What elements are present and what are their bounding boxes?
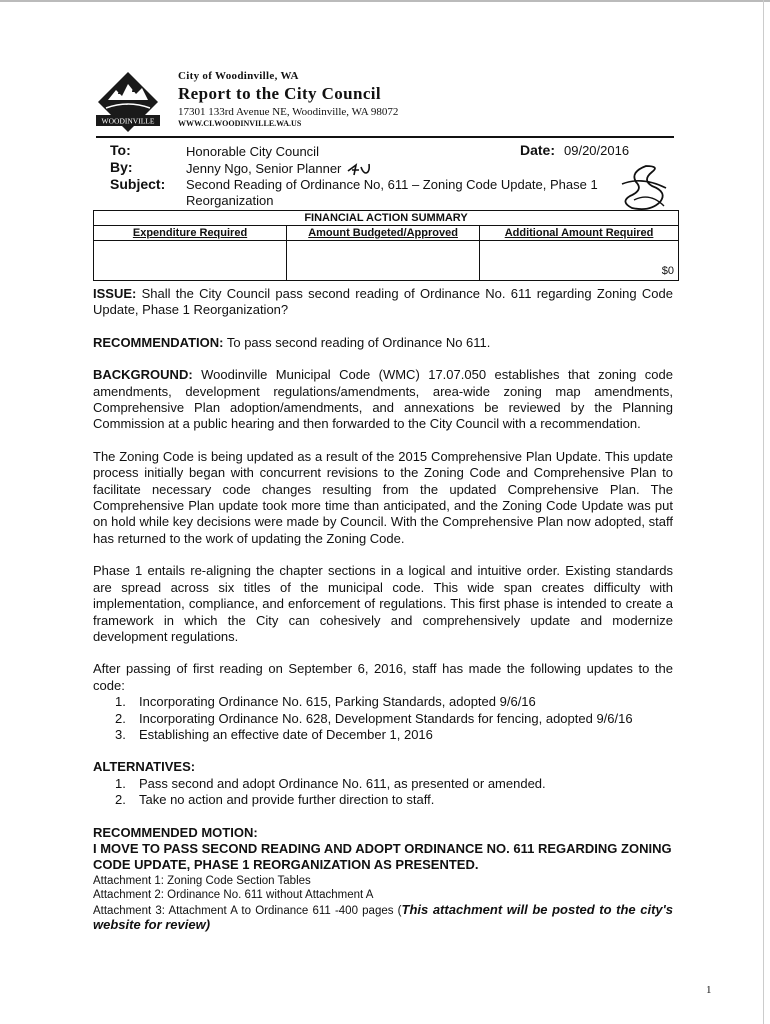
background-paragraph-2: The Zoning Code is being updated as a result of the 2015 Comprehensive Plan Update. This update process initially began with concurrent revisions to the Zoning Code and Comprehensive Plan to facilitate necessary code changes resulting from the updated Comprehensive Plan. The Comprehensive Plan update took more time than anticipated, and the Zoning Code Update was put on hold while key decisions were made by Council. With the Comprehensive Plan now adopted, staff has returned to the work of updating the Zoning Code. — [93, 448, 673, 546]
column-header: Amount Budgeted/Approved — [287, 226, 480, 241]
city-name: City of Woodinville, WA — [178, 70, 299, 82]
attachments — [93, 874, 673, 934]
top-border — [0, 0, 770, 2]
subject-value: Second Reading of Ordinance No, 611 – Zoning Code Update, Phase 1 Reorganization — [186, 177, 598, 208]
recommendation-text: To pass second reading of Ordinance No 611. — [223, 334, 491, 350]
attachment-2: Attachment 2: Ordinance No. 611 without Attachment A — [93, 889, 374, 902]
letterhead-rule — [96, 136, 674, 138]
city-website: WWW.CI.WOODINVILLE.WA.US — [178, 119, 302, 128]
issue-text: Shall the City Council pass second reading of Ordinance No. 611 regarding Zoning Code Update, Phase 1 Reorganization? — [93, 286, 673, 318]
list-number: 1. — [115, 775, 126, 791]
issue-label: ISSUE: — [93, 286, 137, 301]
background-text: Woodinville Municipal Code (WMC) 17.07.050 establishes that zoning code amendments, development regulations/amendments, area-wide zoning map amendments, Comprehensive Plan adoption/amendments, and annexations be reviewed by the Planning Commission at a public hearing and then forwarded to the City Council with a recommendation. — [93, 367, 673, 432]
list-text: Incorporating Ordinance No. 615, Parking Standards, adopted 9/6/16 — [139, 694, 536, 710]
list-text: Establishing an effective date of December 1, 2016 — [139, 726, 433, 742]
list-number: 1. — [115, 694, 126, 710]
initials-mark-icon — [345, 159, 381, 179]
background-paragraph-3: Phase 1 entails re-aligning the chapter sections in a logical and intuitive order. Existing standards are spread across six titles of the municipal code. This wide span creates difficulty with implementation, compliance, and enforcement of regulations. This first phase is intended to create a framework in which the City can cohesively and comprehensively update and modernize development regulations. — [93, 563, 673, 644]
logo-text: WOODINVILLE — [101, 116, 155, 126]
city-logo-icon — [96, 70, 160, 134]
list-item — [93, 694, 673, 710]
attachment-3-text: Attachment 3: Attachment A to Ordinance 611 -400 pages ( — [93, 904, 402, 917]
list-item — [93, 727, 673, 743]
background-paragraph-4: After passing of first reading on September 6, 2016, staff has made the following updates to the code: — [93, 661, 673, 693]
list-item — [93, 711, 673, 727]
list-item — [93, 776, 673, 792]
list-item — [93, 792, 673, 808]
recommendation-label: RECOMMENDATION: — [93, 334, 224, 350]
alternatives-list — [93, 776, 673, 809]
table-cell — [94, 241, 287, 281]
subject-label: Subject: — [110, 176, 166, 192]
motion-text: I MOVE TO PASS SECOND READING AND ADOPT ORDINANCE NO. 611 REGARDING ZONING CODE UPDATE, PHASE 1 REORGANIZATION AS PRESENTED. — [93, 840, 672, 873]
list-number: 3. — [115, 726, 126, 742]
report-body — [93, 286, 673, 934]
background-paragraph — [93, 367, 673, 433]
alternatives-heading: ALTERNATIVES: — [93, 759, 196, 775]
recommendation-paragraph — [93, 335, 673, 351]
financial-summary-table — [93, 210, 679, 281]
updates-list — [93, 694, 673, 743]
issue-paragraph — [93, 286, 673, 319]
letterhead — [178, 70, 398, 128]
date-value: 09/20/2016 — [564, 143, 630, 158]
list-text: Incorporating Ordinance No. 628, Development Standards for fencing, adopted 9/6/16 — [139, 710, 633, 726]
page-number: 1 — [706, 984, 712, 996]
date-label: Date: — [520, 142, 556, 158]
motion-heading: RECOMMENDED MOTION: — [93, 824, 258, 840]
background-label: BACKGROUND: — [93, 367, 193, 383]
list-number: 2. — [115, 710, 126, 726]
list-text: Pass second and adopt Ordinance No. 611, as presented or amended. — [139, 775, 546, 791]
attachment-3 — [93, 903, 673, 934]
by-label: By: — [110, 159, 133, 175]
financial-caption: FINANCIAL ACTION SUMMARY — [94, 211, 679, 226]
list-text: Take no action and provide further direction to staff. — [139, 792, 435, 808]
table-cell — [287, 241, 480, 281]
scan-edge — [763, 0, 764, 1024]
column-header: Additional Amount Required — [480, 226, 679, 241]
city-address: 17301 133rd Avenue NE, Woodinville, WA 98072 — [178, 106, 399, 118]
by-value: Jenny Ngo, Senior Planner — [186, 161, 342, 176]
signature-mark-icon — [616, 162, 676, 214]
to-label: To: — [110, 142, 131, 158]
list-number: 2. — [115, 792, 126, 808]
to-value: Honorable City Council — [186, 144, 319, 159]
attachment-1: Attachment 1: Zoning Code Section Tables — [93, 874, 311, 887]
column-header: Expenditure Required — [94, 226, 287, 241]
table-cell: $0 — [480, 241, 679, 281]
report-title: Report to the City Council — [178, 84, 382, 103]
attachment-3-note: This attachment will be posted to the city's website for review) — [93, 901, 673, 933]
